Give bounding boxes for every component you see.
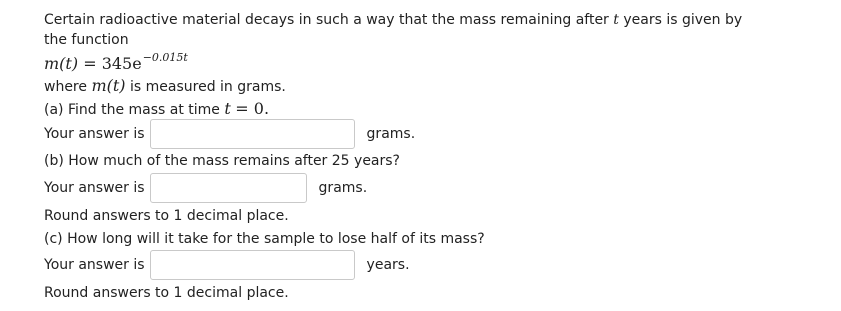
- part-c-question: [44, 229, 485, 249]
- where-variable: m(t): [91, 76, 126, 95]
- part-a-question: [44, 99, 269, 120]
- intro-text-post: years is given by: [623, 12, 743, 28]
- round-note-1: [44, 206, 289, 226]
- round-note-2: [44, 283, 289, 303]
- function-lhs: m(t): [44, 54, 79, 73]
- part-b-answer-row: [44, 173, 367, 203]
- where-pre: where: [44, 79, 87, 95]
- part-a-answer-row: [44, 119, 415, 149]
- part-c-answer-input[interactable]: [150, 250, 355, 280]
- function-equals: =: [83, 54, 97, 73]
- part-c-answer-label: Your answer is: [44, 257, 145, 273]
- part-a-variable-t: t: [224, 99, 231, 118]
- intro-line-2: [44, 30, 129, 50]
- part-a-answer-label: Your answer is: [44, 126, 145, 142]
- part-b-unit: grams.: [318, 180, 368, 196]
- intro-line-1: [44, 10, 742, 30]
- part-a-equals-zero: = 0.: [235, 99, 270, 118]
- intro-variable-t: t: [613, 12, 619, 28]
- where-line: [44, 76, 286, 97]
- round-note-2-text: Round answers to 1 decimal place.: [44, 285, 289, 301]
- function-coefficient: 345e: [101, 54, 142, 73]
- function-exponent: −0.015t: [142, 51, 188, 64]
- part-a-question-text: (a) Find the mass at time: [44, 102, 220, 118]
- where-post: is measured in grams.: [130, 79, 286, 95]
- part-a-answer-input[interactable]: [150, 119, 355, 149]
- intro-text-line2: the function: [44, 32, 129, 48]
- part-b-question-text: (b) How much of the mass remains after 25 years?: [44, 153, 400, 169]
- part-c-question-text: (c) How long will it take for the sample to lose half of its mass?: [44, 231, 485, 247]
- part-b-answer-input[interactable]: [150, 173, 307, 203]
- round-note-1-text: Round answers to 1 decimal place.: [44, 208, 289, 224]
- intro-text-pre: Certain radioactive material decays in such a way that the mass remaining after: [44, 12, 609, 28]
- part-c-unit: years.: [366, 257, 410, 273]
- part-a-unit: grams.: [366, 126, 416, 142]
- part-c-answer-row: [44, 250, 410, 280]
- part-b-question: [44, 151, 400, 171]
- part-b-answer-label: Your answer is: [44, 180, 145, 196]
- function-formula: [44, 51, 188, 76]
